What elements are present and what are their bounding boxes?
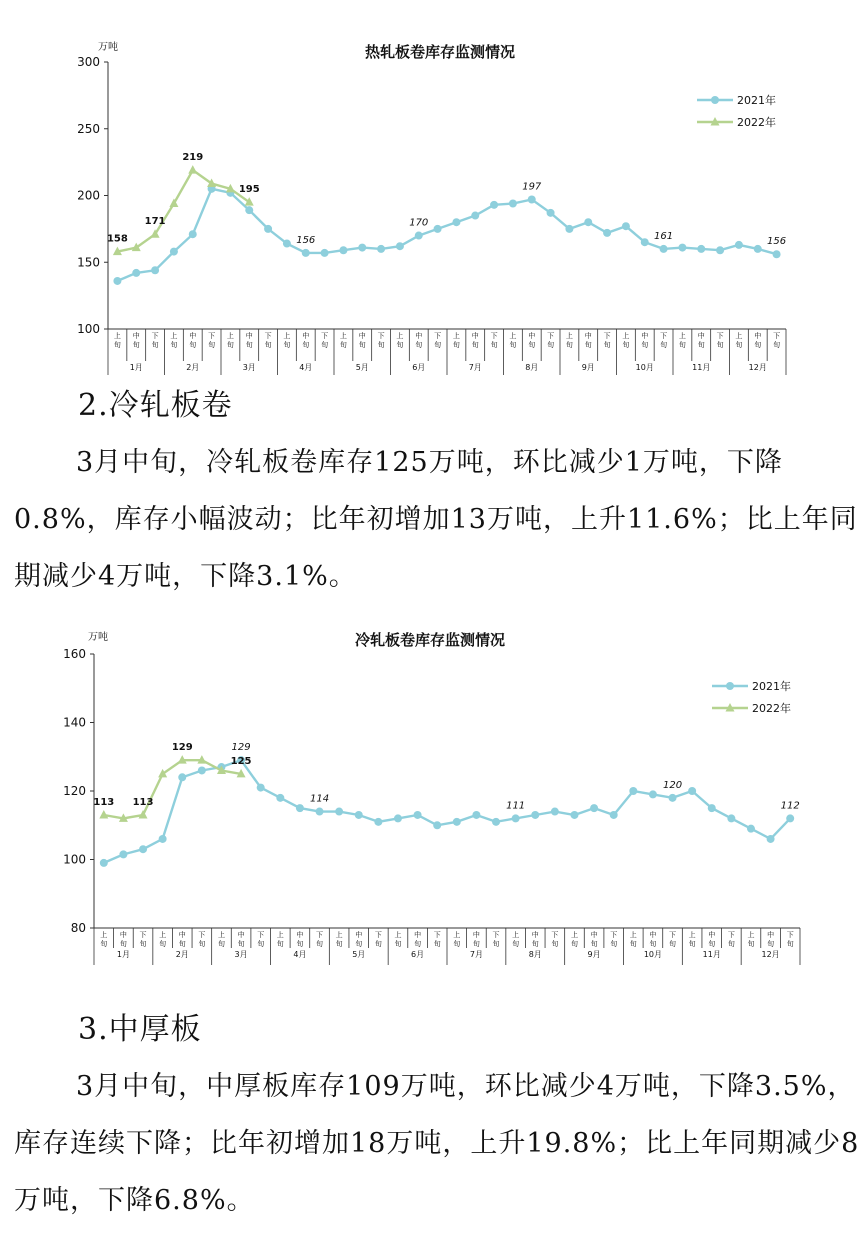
x-tick-label-char: 旬 xyxy=(472,940,480,948)
x-tick-label-char: 旬 xyxy=(377,341,385,349)
data-label: 156 xyxy=(296,234,316,246)
data-point-2021 xyxy=(151,266,159,274)
data-point-2021 xyxy=(584,218,592,226)
data-point-2021 xyxy=(697,245,705,253)
data-point-2021 xyxy=(335,808,343,816)
data-label: 111 xyxy=(506,800,526,812)
x-tick-label-char: 下 xyxy=(603,332,611,340)
x-tick-label-char: 上 xyxy=(452,332,460,340)
x-tick-label-char: 上 xyxy=(629,931,637,939)
x-tick-label-char: 旬 xyxy=(773,341,781,349)
chart-title: 热轧板卷库存监测情况 xyxy=(364,43,516,61)
data-point-2021 xyxy=(708,804,716,812)
x-tick-label-char: 上 xyxy=(678,332,686,340)
x-tick-label-char: 旬 xyxy=(245,341,253,349)
legend-marker xyxy=(711,96,719,104)
x-tick-label-char: 旬 xyxy=(132,341,140,349)
x-tick-label-char: 旬 xyxy=(697,341,705,349)
x-tick-label-char: 旬 xyxy=(178,940,186,948)
x-tick-label-char: 下 xyxy=(551,931,559,939)
x-tick-label-char: 旬 xyxy=(649,940,657,948)
x-tick-label-char: 上 xyxy=(335,931,343,939)
data-point-2021 xyxy=(283,240,291,248)
x-tick-label-char: 旬 xyxy=(531,940,539,948)
x-month-label: 8月 xyxy=(525,363,539,372)
y-tick-label: 140 xyxy=(63,715,86,730)
data-point-2021 xyxy=(434,225,442,233)
x-month-label: 2月 xyxy=(175,950,189,959)
x-tick-label-char: 中 xyxy=(132,332,140,340)
legend-label: 2021年 xyxy=(737,94,776,107)
data-label: 129 xyxy=(231,742,251,754)
x-month-label: 1月 xyxy=(116,950,130,959)
x-tick-label-char: 上 xyxy=(394,931,402,939)
data-point-2022 xyxy=(245,197,254,206)
data-point-2021 xyxy=(735,241,743,249)
data-label: 114 xyxy=(309,793,330,805)
x-tick-label-char: 中 xyxy=(767,931,775,939)
x-tick-label-char: 下 xyxy=(264,332,272,340)
x-tick-label-char: 旬 xyxy=(257,940,265,948)
x-month-label: 4月 xyxy=(293,950,307,959)
data-point-2021 xyxy=(132,269,140,277)
x-tick-label-char: 中 xyxy=(590,931,598,939)
x-tick-label-char: 中 xyxy=(302,332,310,340)
x-tick-label-char: 旬 xyxy=(394,940,402,948)
data-point-2022 xyxy=(207,178,216,187)
series-line-2022 xyxy=(117,170,249,252)
x-tick-label-char: 上 xyxy=(688,931,696,939)
x-tick-label-char: 旬 xyxy=(453,940,461,948)
x-tick-label-char: 旬 xyxy=(113,341,121,349)
x-tick-label-char: 下 xyxy=(660,332,668,340)
x-tick-label-char: 上 xyxy=(396,332,404,340)
y-tick-label: 100 xyxy=(63,852,86,867)
x-tick-label-char: 下 xyxy=(316,931,324,939)
x-tick-label-char: 旬 xyxy=(584,341,592,349)
x-tick-label-char: 中 xyxy=(708,931,716,939)
x-month-label: 11月 xyxy=(692,363,711,372)
data-label: 219 xyxy=(182,152,204,164)
data-point-2021 xyxy=(394,814,402,822)
data-point-2021 xyxy=(198,766,206,774)
data-point-2022 xyxy=(188,165,197,174)
x-tick-label-char: 下 xyxy=(669,931,677,939)
data-point-2021 xyxy=(786,814,794,822)
x-tick-label-char: 旬 xyxy=(528,341,536,349)
x-tick-label-char: 上 xyxy=(570,931,578,939)
x-month-label: 5月 xyxy=(355,363,369,372)
legend-label: 2022年 xyxy=(737,116,776,129)
x-tick-label-char: 上 xyxy=(170,332,178,340)
data-point-2021 xyxy=(189,230,197,238)
data-label: 112 xyxy=(780,800,800,812)
x-tick-label-char: 下 xyxy=(610,931,618,939)
x-tick-label-char: 中 xyxy=(119,931,127,939)
data-point-2021 xyxy=(396,242,404,250)
legend-marker xyxy=(726,682,734,690)
data-point-2021 xyxy=(678,244,686,252)
x-tick-label-char: 旬 xyxy=(396,341,404,349)
x-tick-label-char: 旬 xyxy=(208,341,216,349)
x-tick-label-char: 旬 xyxy=(302,341,310,349)
x-tick-label-char: 旬 xyxy=(688,940,696,948)
x-tick-label-char: 中 xyxy=(471,332,479,340)
data-point-2021 xyxy=(492,818,500,826)
x-tick-label-char: 旬 xyxy=(283,341,291,349)
legend-label: 2021年 xyxy=(752,680,791,693)
x-tick-label-char: 下 xyxy=(716,332,724,340)
x-tick-label-char: 下 xyxy=(492,931,500,939)
data-point-2021 xyxy=(622,222,630,230)
x-tick-label-char: 下 xyxy=(786,931,794,939)
data-point-2021 xyxy=(264,225,272,233)
x-tick-label-char: 旬 xyxy=(629,940,637,948)
section-heading-medium-plate: 3.中厚板 xyxy=(78,1012,202,1047)
y-tick-label: 80 xyxy=(70,921,86,935)
x-tick-label-char: 旬 xyxy=(551,940,559,948)
x-tick-label-char: 旬 xyxy=(339,341,347,349)
x-tick-label-char: 旬 xyxy=(786,940,794,948)
data-point-2021 xyxy=(641,238,649,246)
x-tick-label-char: 下 xyxy=(151,332,159,340)
data-point-2021 xyxy=(100,859,108,867)
x-tick-label-char: 旬 xyxy=(151,341,159,349)
x-month-label: 10月 xyxy=(635,363,654,372)
data-label: 170 xyxy=(409,217,429,229)
x-tick-label-char: 旬 xyxy=(335,940,343,948)
data-point-2021 xyxy=(629,787,637,795)
data-point-2021 xyxy=(377,245,385,253)
data-point-2021 xyxy=(245,206,253,214)
data-point-2022 xyxy=(99,810,108,819)
cold-rolled-chart-svg xyxy=(0,620,866,965)
x-tick-label-char: 旬 xyxy=(747,940,755,948)
data-point-2021 xyxy=(296,804,304,812)
x-tick-label-char: 旬 xyxy=(374,940,382,948)
x-tick-label-char: 旬 xyxy=(433,940,441,948)
x-tick-label-char: 旬 xyxy=(512,940,520,948)
data-label: 120 xyxy=(662,779,683,791)
data-point-2021 xyxy=(773,250,781,258)
data-point-2021 xyxy=(358,244,366,252)
chart-title: 冷轧板卷库存监测情况 xyxy=(354,631,506,649)
data-point-2021 xyxy=(316,808,324,816)
data-point-2021 xyxy=(509,200,517,208)
data-point-2021 xyxy=(512,814,520,822)
x-month-label: 3月 xyxy=(234,950,248,959)
x-tick-label-char: 上 xyxy=(453,931,461,939)
y-tick-label: 160 xyxy=(63,647,86,661)
data-point-2021 xyxy=(565,225,573,233)
x-tick-label-char: 中 xyxy=(245,332,253,340)
data-point-2021 xyxy=(113,277,121,285)
x-tick-label-char: 中 xyxy=(531,931,539,939)
x-tick-label-char: 旬 xyxy=(716,341,724,349)
x-tick-label-char: 旬 xyxy=(727,940,735,948)
cold-rolled-inventory-chart xyxy=(0,620,866,965)
x-month-label: 8月 xyxy=(528,950,542,959)
x-tick-label-char: 旬 xyxy=(492,940,500,948)
data-point-2021 xyxy=(302,249,310,257)
x-tick-label-char: 旬 xyxy=(358,341,366,349)
x-tick-label-char: 中 xyxy=(178,931,186,939)
x-tick-label-char: 上 xyxy=(747,931,755,939)
data-point-2022 xyxy=(139,810,148,819)
data-point-2021 xyxy=(688,787,696,795)
x-month-label: 9月 xyxy=(581,363,595,372)
data-point-2021 xyxy=(139,845,147,853)
data-point-2021 xyxy=(570,811,578,819)
data-point-2021 xyxy=(528,196,536,204)
x-tick-label-char: 上 xyxy=(226,332,234,340)
data-point-2021 xyxy=(374,818,382,826)
x-tick-label-char: 旬 xyxy=(434,341,442,349)
x-tick-label-char: 上 xyxy=(565,332,573,340)
x-tick-label-char: 旬 xyxy=(565,341,573,349)
x-tick-label-char: 旬 xyxy=(139,940,147,948)
x-tick-label-char: 旬 xyxy=(660,341,668,349)
x-tick-label-char: 旬 xyxy=(189,341,197,349)
x-tick-label-char: 旬 xyxy=(217,940,225,948)
hot-rolled-chart-svg xyxy=(0,0,866,375)
x-tick-label-char: 中 xyxy=(697,332,705,340)
data-label: 195 xyxy=(238,184,260,196)
x-month-label: 2月 xyxy=(186,363,200,372)
data-point-2021 xyxy=(547,209,555,217)
x-month-label: 12月 xyxy=(761,950,780,959)
x-tick-label-char: 中 xyxy=(415,332,423,340)
x-tick-label-char: 中 xyxy=(641,332,649,340)
data-point-2021 xyxy=(590,804,598,812)
data-point-2021 xyxy=(414,811,422,819)
x-tick-label-char: 旬 xyxy=(100,940,108,948)
x-tick-label-char: 下 xyxy=(773,332,781,340)
section-heading-cold-rolled: 2.冷轧板卷 xyxy=(78,388,233,423)
x-tick-label-char: 上 xyxy=(217,931,225,939)
y-tick-label: 100 xyxy=(77,322,100,336)
x-tick-label-char: 旬 xyxy=(622,341,630,349)
x-tick-label-char: 下 xyxy=(433,931,441,939)
y-tick-label: 150 xyxy=(77,255,100,270)
x-tick-label-char: 下 xyxy=(321,332,329,340)
legend-label: 2022年 xyxy=(752,702,791,715)
x-tick-label-char: 中 xyxy=(472,931,480,939)
data-point-2021 xyxy=(660,245,668,253)
data-point-2021 xyxy=(747,825,755,833)
x-tick-label-char: 旬 xyxy=(159,940,167,948)
x-tick-label-char: 上 xyxy=(622,332,630,340)
x-tick-label-char: 旬 xyxy=(276,940,284,948)
data-point-2021 xyxy=(355,811,363,819)
x-month-label: 12月 xyxy=(748,363,767,372)
x-month-label: 7月 xyxy=(468,363,482,372)
x-tick-label-char: 旬 xyxy=(355,940,363,948)
data-point-2021 xyxy=(754,245,762,253)
x-month-label: 9月 xyxy=(587,950,601,959)
x-tick-label-char: 旬 xyxy=(678,341,686,349)
data-label: 158 xyxy=(106,233,128,245)
x-tick-label-char: 旬 xyxy=(590,940,598,948)
x-tick-label-char: 下 xyxy=(139,931,147,939)
x-tick-label-char: 旬 xyxy=(754,341,762,349)
data-point-2021 xyxy=(610,811,618,819)
x-tick-label-char: 上 xyxy=(735,332,743,340)
x-tick-label-char: 旬 xyxy=(119,940,127,948)
x-tick-label-char: 中 xyxy=(414,931,422,939)
data-point-2021 xyxy=(159,835,167,843)
data-point-2021 xyxy=(452,218,460,226)
x-tick-label-char: 旬 xyxy=(198,940,206,948)
data-point-2021 xyxy=(531,811,539,819)
x-month-label: 11月 xyxy=(702,950,721,959)
x-tick-label-char: 上 xyxy=(283,332,291,340)
x-tick-label-char: 下 xyxy=(208,332,216,340)
x-tick-label-char: 中 xyxy=(754,332,762,340)
section-paragraph-medium-plate: 3月中旬，中厚板库存109万吨，环比减少4万吨，下降3.5%，库存连续下降；比年初增加18万吨，上升19.8%；比上年同期减少8万吨，下降6.8%。 xyxy=(14,1071,860,1216)
y-unit-label: 万吨 xyxy=(98,42,118,53)
x-month-label: 6月 xyxy=(412,363,426,372)
x-tick-label-char: 旬 xyxy=(603,341,611,349)
data-point-2021 xyxy=(471,212,479,220)
x-tick-label-char: 旬 xyxy=(570,940,578,948)
y-tick-label: 300 xyxy=(77,55,100,69)
y-tick-label: 250 xyxy=(77,121,100,136)
data-point-2021 xyxy=(716,246,724,254)
data-point-2021 xyxy=(178,773,186,781)
x-tick-label-char: 上 xyxy=(159,931,167,939)
x-tick-label-char: 旬 xyxy=(264,341,272,349)
x-tick-label-char: 上 xyxy=(100,931,108,939)
x-tick-label-char: 下 xyxy=(257,931,265,939)
data-label: 197 xyxy=(522,181,542,193)
x-tick-label-char: 上 xyxy=(276,931,284,939)
x-tick-label-char: 中 xyxy=(528,332,536,340)
x-tick-label-char: 下 xyxy=(377,332,385,340)
data-label: 171 xyxy=(144,216,166,228)
data-point-2021 xyxy=(170,248,178,256)
x-tick-label-char: 中 xyxy=(649,931,657,939)
x-tick-label-char: 旬 xyxy=(296,940,304,948)
data-point-2021 xyxy=(472,811,480,819)
x-tick-label-char: 下 xyxy=(727,931,735,939)
x-tick-label-char: 旬 xyxy=(547,341,555,349)
x-tick-label-char: 上 xyxy=(339,332,347,340)
x-tick-label-char: 旬 xyxy=(170,341,178,349)
x-tick-label-char: 旬 xyxy=(490,341,498,349)
x-tick-label-char: 中 xyxy=(358,332,366,340)
x-tick-label-char: 旬 xyxy=(509,341,517,349)
x-tick-label-char: 旬 xyxy=(610,940,618,948)
x-tick-label-char: 旬 xyxy=(767,940,775,948)
x-tick-label-char: 旬 xyxy=(708,940,716,948)
data-label: 113 xyxy=(132,796,154,808)
x-tick-label-char: 旬 xyxy=(641,341,649,349)
data-point-2021 xyxy=(433,821,441,829)
x-tick-label-char: 旬 xyxy=(415,341,423,349)
x-tick-label-char: 上 xyxy=(113,332,121,340)
section-paragraph-cold-rolled: 3月中旬，冷轧板卷库存125万吨，环比减少1万吨，下降0.8%，库存小幅波动；比年初增加13万吨，上升11.6%；比上年同期减少4万吨，下降3.1%。 xyxy=(14,447,858,592)
x-month-label: 6月 xyxy=(411,950,425,959)
x-month-label: 4月 xyxy=(299,363,313,372)
data-point-2021 xyxy=(119,850,127,858)
data-label: 156 xyxy=(767,236,787,248)
data-point-2021 xyxy=(453,818,461,826)
data-point-2021 xyxy=(603,229,611,237)
data-point-2021 xyxy=(727,814,735,822)
x-tick-label-char: 下 xyxy=(490,332,498,340)
data-label: 113 xyxy=(93,796,115,808)
y-tick-label: 120 xyxy=(63,784,86,798)
x-tick-label-char: 旬 xyxy=(226,341,234,349)
data-point-2021 xyxy=(649,790,657,798)
x-tick-label-char: 中 xyxy=(584,332,592,340)
data-point-2021 xyxy=(339,246,347,254)
data-point-2021 xyxy=(551,808,559,816)
series-line-2021 xyxy=(104,760,790,863)
data-point-2021 xyxy=(767,835,775,843)
x-month-label: 10月 xyxy=(643,950,663,959)
series-line-2021 xyxy=(117,189,776,281)
hot-rolled-inventory-chart xyxy=(0,0,866,375)
x-month-label: 1月 xyxy=(129,363,143,372)
x-tick-label-char: 旬 xyxy=(452,341,460,349)
data-point-2021 xyxy=(276,794,284,802)
x-tick-label-char: 上 xyxy=(509,332,517,340)
x-month-label: 5月 xyxy=(352,950,366,959)
x-tick-label-char: 旬 xyxy=(471,341,479,349)
x-tick-label-char: 下 xyxy=(374,931,382,939)
x-tick-label-char: 上 xyxy=(512,931,520,939)
x-tick-label-char: 中 xyxy=(355,931,363,939)
data-point-2021 xyxy=(321,249,329,257)
data-label: 125 xyxy=(230,755,252,767)
data-point-2021 xyxy=(257,784,265,792)
x-tick-label-char: 下 xyxy=(547,332,555,340)
x-tick-label-char: 旬 xyxy=(321,341,329,349)
x-tick-label-char: 中 xyxy=(237,931,245,939)
data-label: 161 xyxy=(654,230,674,242)
data-point-2021 xyxy=(669,794,677,802)
x-month-label: 3月 xyxy=(242,363,256,372)
x-tick-label-char: 中 xyxy=(189,332,197,340)
x-month-label: 7月 xyxy=(469,950,483,959)
x-tick-label-char: 旬 xyxy=(237,940,245,948)
y-tick-label: 200 xyxy=(77,188,100,203)
y-unit-label: 万吨 xyxy=(88,632,108,643)
x-tick-label-char: 旬 xyxy=(414,940,422,948)
x-tick-label-char: 下 xyxy=(198,931,206,939)
x-tick-label-char: 旬 xyxy=(669,940,677,948)
x-tick-label-char: 中 xyxy=(296,931,304,939)
x-tick-label-char: 旬 xyxy=(735,341,743,349)
data-label: 129 xyxy=(171,742,193,754)
x-tick-label-char: 旬 xyxy=(316,940,324,948)
x-tick-label-char: 下 xyxy=(434,332,442,340)
data-point-2021 xyxy=(490,201,498,209)
data-point-2021 xyxy=(415,232,423,240)
